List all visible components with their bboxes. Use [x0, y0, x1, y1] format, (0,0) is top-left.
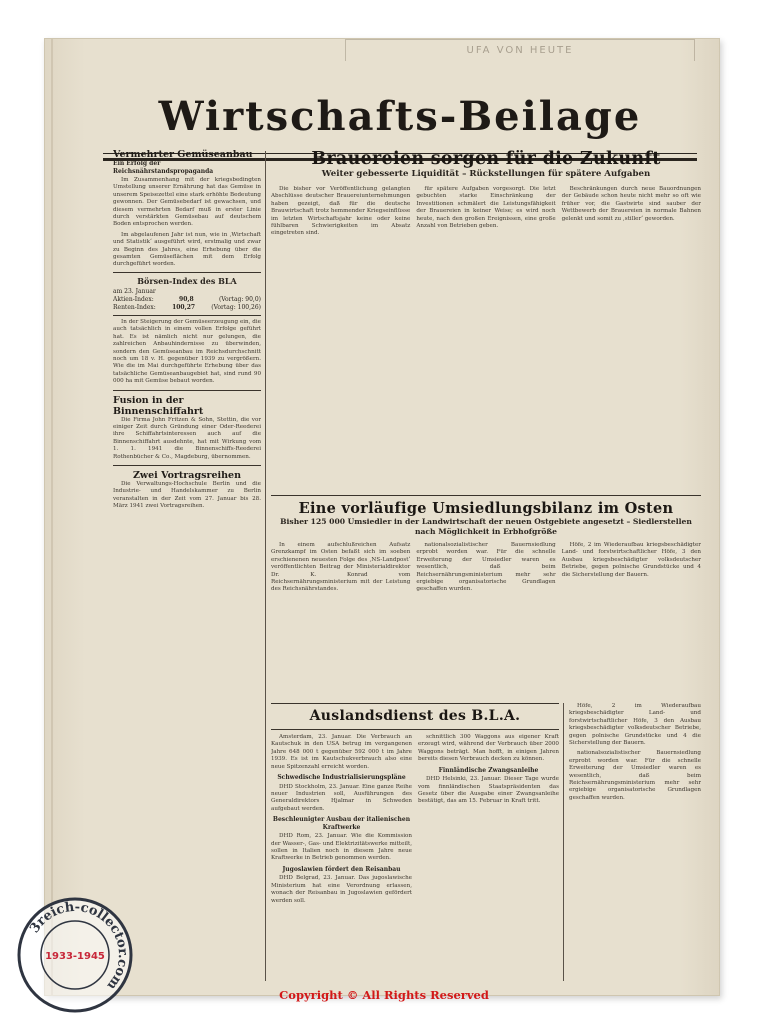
foreign-paragraph: DHD Stockholm, 23. Januar. Eine ganze Reihe neuer Industrien soll, Ausführungen des Generaldirektors Hjalmar in Schweden aufgebaut werden. — [271, 783, 412, 812]
lead-title: Brauereien sorgen für die Zukunft — [311, 149, 661, 169]
article-paragraph: Die Firma John Fritzen & Sohn, Stettin, die vor einiger Zeit durch Gründung einer Oder-Reederei ihre Schiffahrtsinteressen auch auf die Binnenschiffahrt ausdehnte, hat mit Wirkung vom 1. 1. 1941 die Binnenschiffs-Reederei Rothenbücher & Co., Magdeburg, übernommen. — [113, 416, 261, 460]
foreign-paragraph: DHD Belgrad, 23. Januar. Das jugoslawische Ministerium hat eine Verordnung erlassen, wonach der Reisanbau in Jugoslawien gefördert werden soll. — [271, 875, 412, 904]
index-value: 90,8 — [179, 295, 194, 303]
masthead-title: Wirtschafts-Beilage — [158, 93, 642, 140]
foreign-paragraph: schnittlich 300 Waggons aus eigener Kraft erzeugt wird, während der Verbrauch über 2000 Waggons beträgt. Man hofft, in einigen Jahren bereits diesen Verbrauch decken zu können. — [418, 734, 559, 763]
article-paragraph: Die Verwaltungs-Hochschule Berlin und die Industrie- und Handelskammer zu Berlin veranstalten in der Zeit vom 27. Januar bis 28. März 1941 zwei Vortragsreihen. — [113, 480, 261, 510]
resettlement-column — [271, 542, 410, 692]
copyright-notice: Copyright © All Rights Reserved — [279, 988, 489, 1002]
article-title: Zwei Vortragsreihen — [133, 469, 241, 481]
resettlement-paragraph: In einem aufschlußreichen Aufsatz Grenzkampf im Osten befaßt sich im soeben erschienenen neuesten Folge des ‚NS-Landpost‘ veröffentlichten Beitrag der Ministerialdirektor Dr. K. Konrad vom Reichsernährungsministerium mit der Leistung des Reichsnährstandes. — [271, 542, 411, 593]
article-body — [113, 417, 261, 461]
column-rule — [563, 703, 564, 981]
lead-columns — [271, 186, 701, 504]
lead-paragraph: Beschränkungen durch neue Bauordnungen der Gebäude schon heute nicht mehr so oft wie früher vor, die Gastwirte sind sauber der Wettbewerb der Brauereien in normale Bahnen gelenkt und somit zu ‚stiller‘ geworden. — [561, 186, 701, 222]
foreign-subhead: Schwedische Industrialisierungspläne — [277, 774, 406, 782]
stamp-years: 1933-1945 — [45, 951, 105, 962]
foreign-subhead: Jugoslawien fördert den Reisanbau — [282, 865, 401, 873]
index-date-row — [113, 288, 261, 296]
article-subtitle: Ein Erfolg der Reichsnährstandspropaganda — [113, 160, 214, 175]
index-prev: (Vortag: 100,26) — [211, 303, 261, 311]
article-title: Vermehrter Gemüseanbau — [113, 149, 253, 160]
article-paragraph: In der Steigerung der Gemüseerzeugung ein, die auch tatsächlich in einem vollen Erfolge geführt hat. Es ist nämlich nicht nur gelungen, die zahlreichen Anbauhindernisse zu überwinden, sondern den Gemüseanbau im Reichsdurchschnitt noch um 18 v. H. gegenüber 1939 zu vergrößern. Wie die im Mai durchgeführte Erhebung über das tatsächliche Gemüseanbaugebiet hat, sind rund 90 000 ha mit Gemüse bebaut worden. — [113, 318, 261, 385]
newspaper-page — [44, 38, 720, 996]
resettlement-paragraph: nationalsozialistischer Bauernsiedlung erprobt worden war. Für die schnelle Erweiterung der Umsiedler waren es wesentlich, daß beim Reichsernährungsministerium mehr sehr ergiebige organisatorische Grundlagen geschaffen wurden. — [569, 750, 701, 801]
lead-column — [416, 186, 555, 504]
divider — [113, 390, 261, 391]
lead-article — [271, 149, 701, 504]
lead-column — [271, 186, 410, 504]
resettlement-article — [271, 491, 701, 692]
bleed-through-header — [345, 39, 695, 61]
lead-column — [562, 186, 701, 504]
article-body — [113, 481, 261, 511]
resettlement-continuation — [569, 703, 701, 979]
divider — [113, 465, 261, 466]
foreign-paragraph: DHD Helsinki, 23. Januar. Dieser Tage wurde vom finnländischen Staatspräsidenten das Gesetz über die Ausgabe einer Zwangsanleihe bestätigt, das am 15. Februar in Kraft tritt. — [418, 776, 559, 805]
resettlement-paragraph: nationalsozialistischer Bauernsiedlung erprobt worden war. Für die schnelle Erweiterung der Umsiedler waren es wesentlich, daß beim Reichsernährungsministerium mehr sehr ergiebige organisatorische Grundlagen geschaffen wurden. — [416, 542, 556, 593]
lead-subtitle: Weiter gebesserte Liquidität – Rückstellungen für spätere Aufgaben — [321, 169, 651, 179]
article-continuation — [113, 319, 261, 386]
foreign-subhead: Finnländische Zwangsanleihe — [438, 766, 539, 774]
index-row — [113, 304, 261, 312]
page-fold — [51, 39, 53, 995]
article-body — [113, 177, 261, 269]
foreign-columns — [271, 734, 559, 996]
lead-paragraph: für spätere Aufgaben vorgesorgt. Die letzt gebuchten starke Einschränkung der Investitionen schmälert die Leistungsfähigkeit der Brauereien in keiner Weise; es wird noch heute, nach den großen Ereignissen, eine große Anzahl von Betrieben geben. — [416, 186, 556, 230]
left-column — [113, 149, 261, 989]
index-row — [113, 296, 261, 304]
foreign-column — [418, 734, 559, 996]
divider — [271, 703, 559, 704]
index-prev: (Vortag: 90,0) — [218, 295, 261, 303]
index-value: 100,27 — [172, 303, 196, 311]
lead-paragraph: Die bisher vor Veröffentlichung gelangten Abschlüsse deutscher Brauereiunternehmungen haben gezeigt, daß für die deutsche Brauwirtschaft trotz hemmender Kriegseinflüsse im letzten Wirtschaftsjahr keine oder keine fühlbaren Schwierigkeiten im Absatz eingetreten sind. — [271, 186, 411, 237]
stamp-ring-text: 3reich-collector.com — [27, 899, 131, 993]
foreign-subhead: Beschleunigter Ausbau der italienischen Kraftwerke — [272, 816, 411, 831]
ghost-text: UFA VON HEUTE — [466, 45, 574, 56]
resettlement-column — [416, 542, 555, 692]
resettlement-subtitle: Bisher 125 000 Umsiedler in der Landwirtschaft der neuen Ostgebiete angesetzt – Siedlerstellen nach Möglichkeit in Erbhofgröße — [280, 517, 692, 536]
foreign-paragraph: DHD Rom, 23. Januar. Wie die Kommission der Wasser-, Gas- und Elektrizitätswerke mitteilt, sollen in Italien noch in diesem Jahre neue Kraftwerke in Betrieb genommen werden. — [271, 833, 412, 862]
article-paragraph: Im abgelaufenen Jahr ist nun, wie in ‚Wirtschaft und Statistik‘ ausgeführt wird, erstmalig und zwar zu Beginn des Jahres, eine Erhebung über die gesamten Gemüseflächen mit dem Erfolg durchgeführt worden. — [113, 231, 261, 268]
divider — [271, 729, 559, 730]
resettlement-column — [562, 542, 701, 692]
resettlement-paragraph: Höfe, 2 im Wiederaufbau kriegsbeschädigter Land- und forstwirtschaftlicher Höfe, 3 den Ausbau kriegsbeschädigter volksdeutscher Betriebe, gegen polnische Grundstücke und 4 die Sicherstellung der Bauern. — [569, 703, 701, 747]
resettlement-paragraph: Höfe, 2 im Wiederaufbau kriegsbeschädigter Land- und forstwirtschaftlicher Höfe, 3 den Ausbau kriegsbeschädigter volksdeutscher Betriebe, gegen polnische Grundstücke und 4 die Sicherstellung der Bauern. — [561, 542, 701, 578]
resettlement-columns — [271, 542, 701, 692]
column-rule — [265, 151, 266, 981]
article-paragraph: Im Zusammenhang mit der kriegsbedingten Umstellung unserer Ernährung hat das Gemüse in unserem Speisezettel eine stark erhöhte Bedeutung gewonnen. Der Gemüsebedarf ist gewachsen, und diesem vermehrten Bedarf muß in erster Linie durch verstärkten Gemüsebau auf deutschem Boden entsprochen werden. — [113, 177, 261, 228]
index-label: Aktien-Index: — [113, 295, 154, 303]
index-title: Börsen-Index des BLA — [137, 275, 237, 286]
index-date: am 23. Januar — [113, 287, 156, 295]
foreign-column — [271, 734, 412, 996]
article-title: Fusion in der Binnenschiffahrt — [113, 394, 204, 417]
stock-index-box — [113, 272, 261, 316]
resettlement-title: Eine vorläufige Umsiedlungsbilanz im Osten — [298, 500, 674, 517]
foreign-title: Auslandsdienst des B.L.A. — [309, 708, 521, 724]
foreign-service — [271, 699, 559, 996]
index-label: Renten-Index: — [113, 303, 156, 311]
foreign-paragraph: Amsterdam, 23. Januar. Die Verbrauch an Kautschuk in den USA betrug im vergangenen Jahre 648 000 t gegenüber 592 000 t im Jahre 1939. Es ist im Kautschukverbrauch also eine neue Spitzenzahl erreicht worden. — [271, 734, 412, 770]
divider — [271, 495, 701, 496]
